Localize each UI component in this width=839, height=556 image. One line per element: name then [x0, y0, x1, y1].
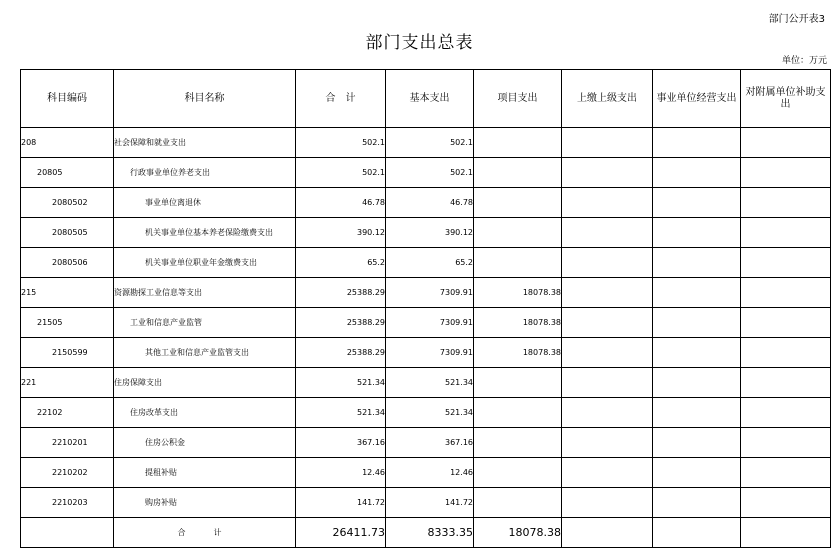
row-total: 12.46	[296, 458, 386, 488]
row-name: 事业单位离退休	[114, 188, 296, 218]
row-basic: 141.72	[386, 488, 474, 518]
row-total: 141.72	[296, 488, 386, 518]
table-row	[21, 338, 831, 368]
row-operation	[653, 488, 741, 518]
row-basic: 367.16	[386, 428, 474, 458]
column-header-remit: 上缴上级支出	[562, 70, 653, 128]
row-basic: 46.78	[386, 188, 474, 218]
row-project	[474, 248, 562, 278]
row-project	[474, 368, 562, 398]
total-row	[21, 518, 831, 548]
row-basic: 7309.91	[386, 278, 474, 308]
row-total: 521.34	[296, 398, 386, 428]
row-subsidy	[741, 398, 831, 428]
row-operation	[653, 338, 741, 368]
row-project: 18078.38	[474, 308, 562, 338]
row-code: 2210202	[21, 458, 114, 488]
form-number: 部门公开表3	[768, 14, 825, 25]
row-code: 2210203	[21, 488, 114, 518]
row-remit	[562, 428, 653, 458]
row-name: 住房保障支出	[114, 368, 296, 398]
total-row-label: 合 计	[114, 518, 296, 548]
row-basic: 7309.91	[386, 308, 474, 338]
row-total: 25388.29	[296, 278, 386, 308]
column-header-operation: 事业单位经营支出	[653, 70, 741, 128]
row-remit	[562, 158, 653, 188]
row-code: 2080502	[21, 188, 114, 218]
table-row	[21, 488, 831, 518]
row-remit	[562, 308, 653, 338]
column-header-code: 科目编码	[21, 70, 114, 128]
row-name: 机关事业单位基本养老保险缴费支出	[114, 218, 296, 248]
table-row	[21, 428, 831, 458]
row-total: 46.78	[296, 188, 386, 218]
table-row	[21, 308, 831, 338]
row-code: 2150599	[21, 338, 114, 368]
row-subsidy	[741, 158, 831, 188]
row-project	[474, 188, 562, 218]
row-name: 住房公积金	[114, 428, 296, 458]
row-name: 资源勘探工业信息等支出	[114, 278, 296, 308]
table-row	[21, 158, 831, 188]
row-remit	[562, 188, 653, 218]
table-row	[21, 248, 831, 278]
column-header-subsidy: 对附属单位补助支出	[741, 70, 831, 128]
table-body	[21, 128, 831, 518]
page-title: 部门支出总表	[365, 33, 474, 53]
row-project	[474, 488, 562, 518]
row-basic: 12.46	[386, 458, 474, 488]
total-row-subsidy	[741, 518, 831, 548]
column-header-name: 科目名称	[114, 70, 296, 128]
row-total: 390.12	[296, 218, 386, 248]
row-basic: 390.12	[386, 218, 474, 248]
row-operation	[653, 398, 741, 428]
row-project	[474, 458, 562, 488]
row-name: 购房补贴	[114, 488, 296, 518]
row-operation	[653, 188, 741, 218]
row-project	[474, 398, 562, 428]
table-row	[21, 188, 831, 218]
row-remit	[562, 398, 653, 428]
row-code: 2080506	[21, 248, 114, 278]
row-operation	[653, 458, 741, 488]
row-code: 20805	[21, 158, 114, 188]
row-project: 18078.38	[474, 338, 562, 368]
table-row	[21, 458, 831, 488]
column-header-project: 项目支出	[474, 70, 562, 128]
table-row	[21, 128, 831, 158]
row-project	[474, 158, 562, 188]
row-name: 行政事业单位养老支出	[114, 158, 296, 188]
row-project	[474, 428, 562, 458]
row-operation	[653, 218, 741, 248]
row-code: 21505	[21, 308, 114, 338]
row-remit	[562, 128, 653, 158]
row-operation	[653, 308, 741, 338]
total-row-project: 18078.38	[474, 518, 562, 548]
row-remit	[562, 458, 653, 488]
row-name: 机关事业单位职业年金缴费支出	[114, 248, 296, 278]
row-remit	[562, 278, 653, 308]
row-subsidy	[741, 428, 831, 458]
row-total: 25388.29	[296, 338, 386, 368]
row-total: 65.2	[296, 248, 386, 278]
row-operation	[653, 278, 741, 308]
row-code: 22102	[21, 398, 114, 428]
table-row	[21, 398, 831, 428]
row-operation	[653, 248, 741, 278]
row-code: 215	[21, 278, 114, 308]
row-name: 社会保障和就业支出	[114, 128, 296, 158]
row-remit	[562, 368, 653, 398]
row-subsidy	[741, 458, 831, 488]
row-basic: 502.1	[386, 128, 474, 158]
row-operation	[653, 368, 741, 398]
expenditure-table	[20, 69, 831, 548]
total-row-basic: 8333.35	[386, 518, 474, 548]
row-subsidy	[741, 248, 831, 278]
row-remit	[562, 338, 653, 368]
row-code: 2210201	[21, 428, 114, 458]
row-subsidy	[741, 368, 831, 398]
column-header-total: 合 计	[296, 70, 386, 128]
row-basic: 7309.91	[386, 338, 474, 368]
table-row	[21, 278, 831, 308]
row-name: 工业和信息产业监管	[114, 308, 296, 338]
row-operation	[653, 158, 741, 188]
row-subsidy	[741, 488, 831, 518]
row-remit	[562, 248, 653, 278]
total-row-remit	[562, 518, 653, 548]
row-remit	[562, 218, 653, 248]
row-subsidy	[741, 278, 831, 308]
row-basic: 65.2	[386, 248, 474, 278]
row-code: 221	[21, 368, 114, 398]
row-name: 住房改革支出	[114, 398, 296, 428]
header-row	[21, 70, 831, 128]
unit-label: 单位：万元	[781, 56, 827, 66]
row-subsidy	[741, 188, 831, 218]
row-total: 502.1	[296, 158, 386, 188]
row-total: 25388.29	[296, 308, 386, 338]
row-operation	[653, 128, 741, 158]
row-operation	[653, 428, 741, 458]
row-basic: 521.34	[386, 368, 474, 398]
table-row	[21, 368, 831, 398]
column-header-basic: 基本支出	[386, 70, 474, 128]
row-basic: 521.34	[386, 398, 474, 428]
row-project	[474, 128, 562, 158]
row-basic: 502.1	[386, 158, 474, 188]
row-subsidy	[741, 308, 831, 338]
row-code: 208	[21, 128, 114, 158]
row-code: 2080505	[21, 218, 114, 248]
total-row-total: 26411.73	[296, 518, 386, 548]
row-total: 521.34	[296, 368, 386, 398]
row-total: 367.16	[296, 428, 386, 458]
row-remit	[562, 488, 653, 518]
table-row	[21, 218, 831, 248]
row-subsidy	[741, 218, 831, 248]
row-subsidy	[741, 338, 831, 368]
row-name: 提租补贴	[114, 458, 296, 488]
row-project	[474, 218, 562, 248]
row-subsidy	[741, 128, 831, 158]
total-row-operation	[653, 518, 741, 548]
total-row-code	[21, 518, 114, 548]
row-total: 502.1	[296, 128, 386, 158]
row-name: 其他工业和信息产业监管支出	[114, 338, 296, 368]
row-project: 18078.38	[474, 278, 562, 308]
